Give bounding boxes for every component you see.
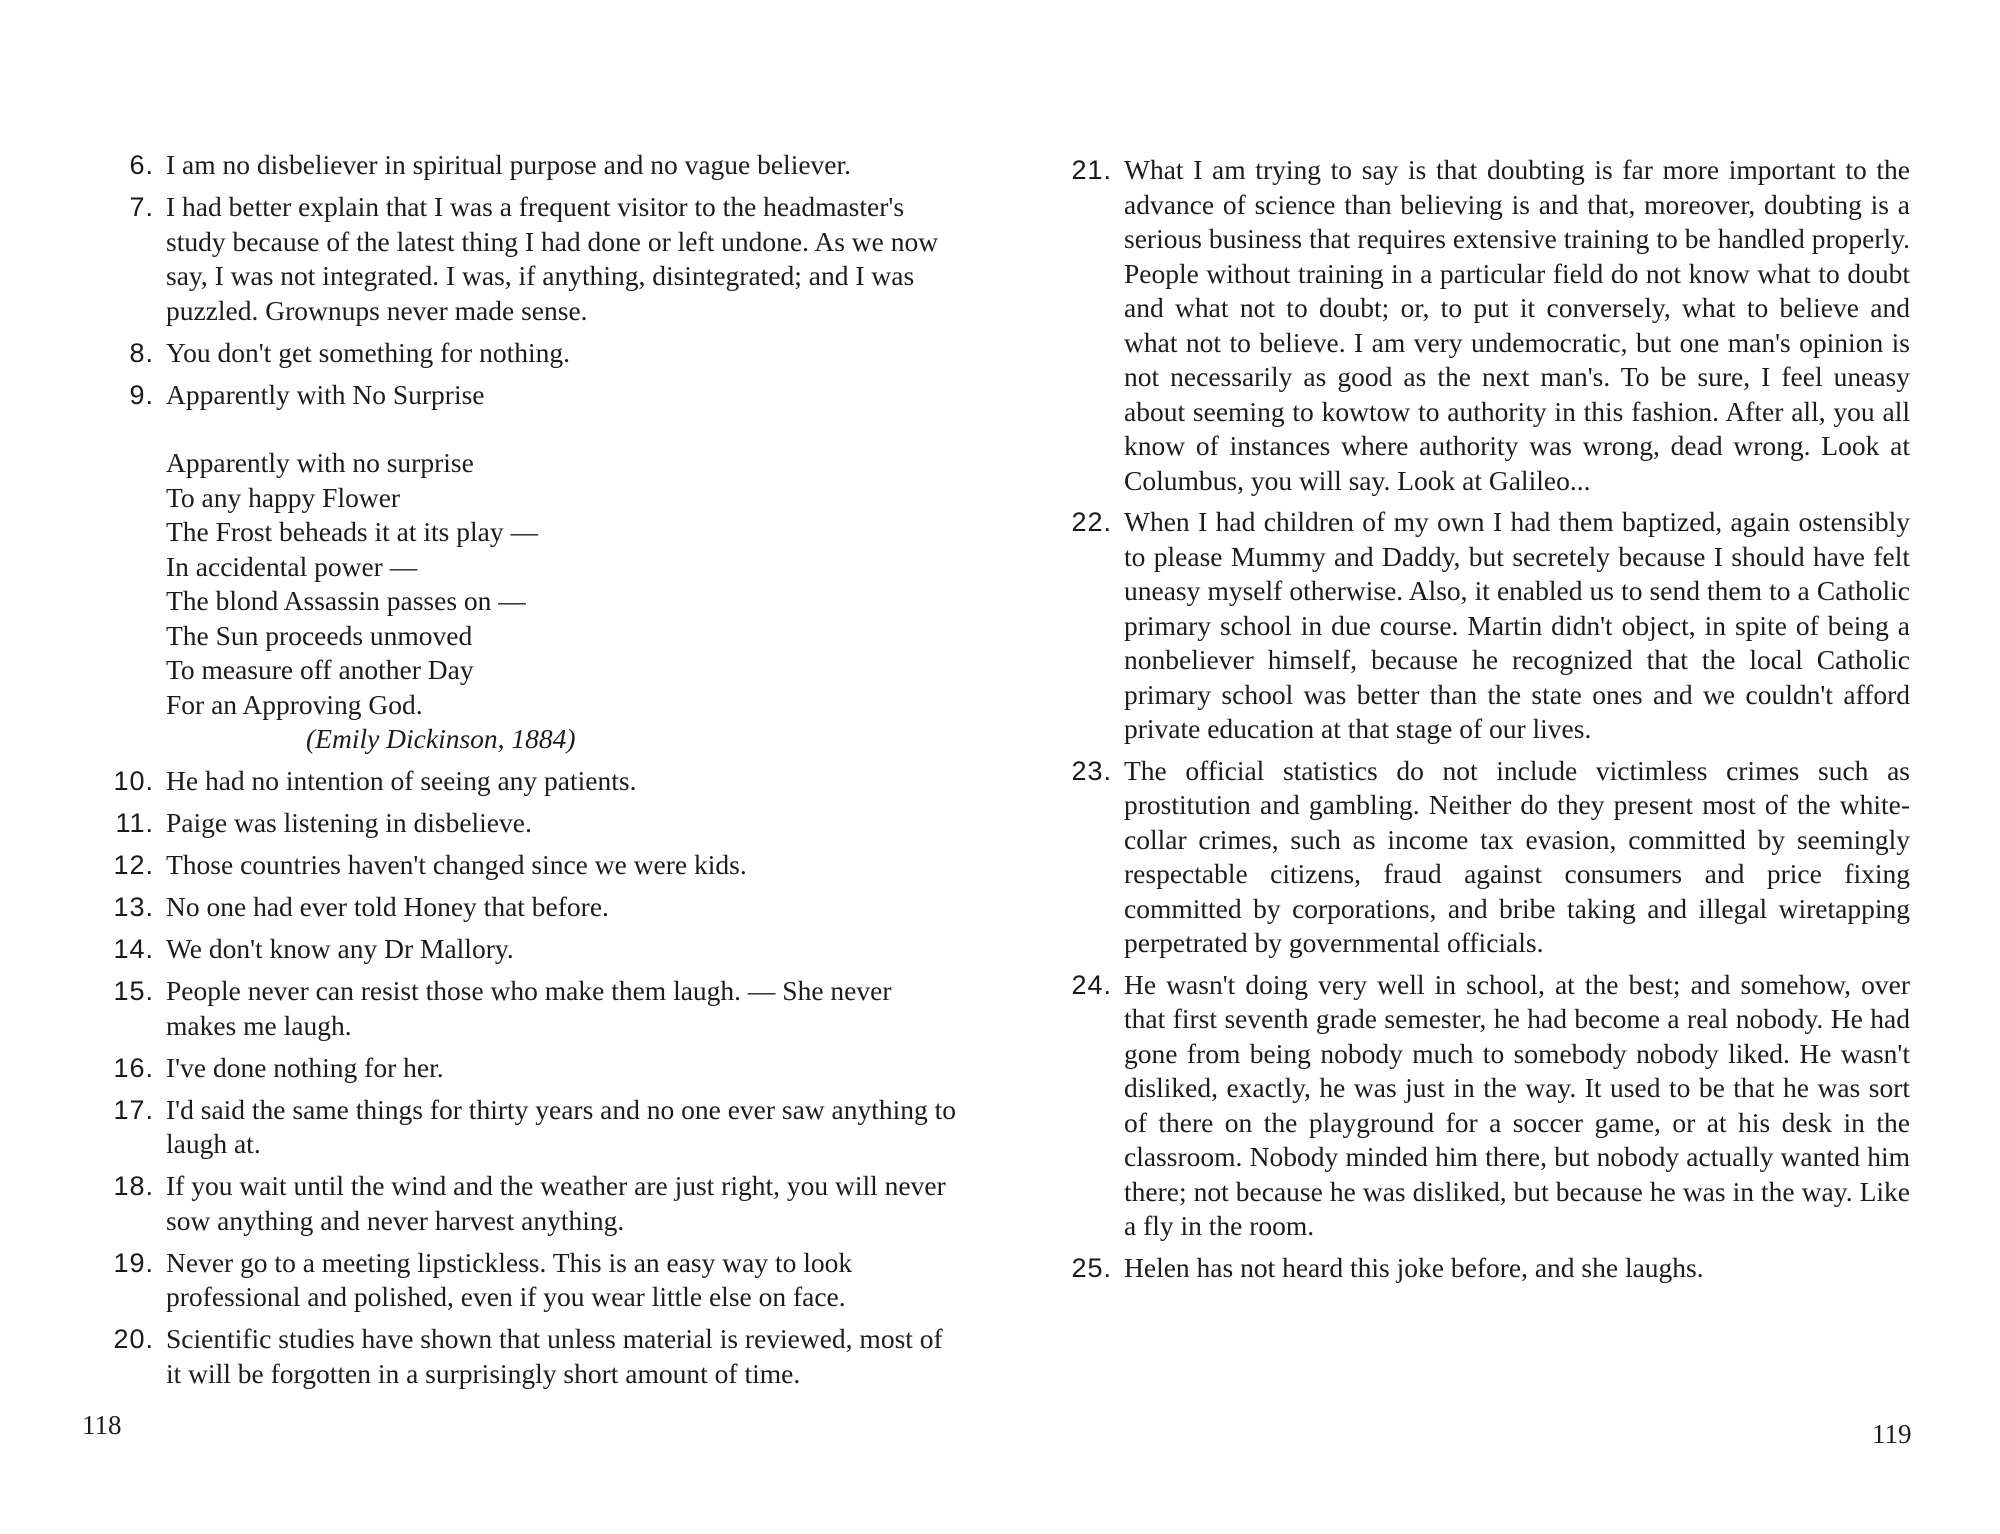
list-item [110, 190, 960, 328]
item-text: When I had children of my own I had them baptized, again ostensibly to please Mummy and Daddy, but secretely because I should have felt uneasy myself otherwise. Also, it enabled us to send them to a Catholic primary school in due course. Martin didn't object, in spite of being a nonbeliever himself, because he recognized that the local Catholic primary school was better than the state ones and we couldn't afford private education at that stage of our lives. [1124, 506, 1910, 744]
item-text: I had better explain that I was a frequent visitor to the headmaster's study because of the latest thing I had done or left undone. As we now say, I was not integrated. I was, if anything, disintegrated; and I was puzzled. Grownups never made sense. [166, 191, 939, 326]
page-number-right: 119 [1872, 1419, 1912, 1449]
left-page [110, 148, 960, 1399]
item-text: We don't know any Dr Mallory. [166, 933, 514, 964]
item-text: You don't get something for nothing. [166, 336, 570, 368]
item-number: 17. [113, 1094, 154, 1125]
item-number: 23. [1071, 755, 1112, 786]
item-number: 16. [113, 1052, 154, 1083]
item-number: 18. [113, 1171, 154, 1201]
list-item [1068, 754, 1910, 961]
list-item [110, 1169, 960, 1238]
poem-line: The Sun proceeds unmoved [166, 619, 473, 651]
item-text: He wasn't doing very well in school, at the best; and somehow, over that first seventh grade semester, he had become a real nobody. He had gone from being nobody much to somebody nobody liked. He wasn't disliked, exactly, he was just in the way. It used to be that he was sort of there on the playground for a soccer game, or at his desk in the classroom. Nobody minded him there, but nobody actually wanted him there; not because he was disliked, but because he was in the way. Like a fly in the room. [1124, 968, 1910, 1241]
poem-line: To any happy Flower [166, 481, 401, 513]
list-item [110, 932, 960, 967]
list-item [110, 764, 960, 799]
list-item [110, 806, 960, 841]
item-number: 9. [129, 379, 154, 410]
item-number: 12. [113, 850, 154, 880]
poem-line: For an Approving God. [166, 688, 423, 720]
poem-title: Apparently with No Surprise [166, 378, 485, 410]
item-text: I'd said the same things for thirty years and no one ever saw anything to laugh at. [166, 1093, 957, 1159]
list-item [110, 1322, 960, 1391]
poem-line: The blond Assassin passes on — [166, 585, 526, 616]
list-item [110, 1051, 960, 1086]
list-item [1068, 1251, 1910, 1286]
item-number: 21. [1071, 155, 1112, 185]
item-number: 15. [113, 976, 154, 1006]
item-text: Those countries haven't changed since we were kids. [166, 849, 747, 880]
item-text: What I am trying to say is that doubting is far more important to the advance of science than believing is and that, moreover, doubting is a serious business that requires extensive training to be handled properly. People without training in a particular field do not know what to doubt and what not to doubt; or, to put it conversely, what to believe and what not to believe. I am very undemocratic, but one man's opinion is not necessarily as good as the next man's. To be sure, I feel uneasy about seeming to kowtow to authority in this fashion. After all, you all know of instances where authority was wrong, dead wrong. Look at Columbus, you will say. Look at Galileo... [1124, 154, 1910, 496]
item-text: Helen has not heard this joke before, and she laughs. [1124, 1251, 1704, 1283]
item-text: People never can resist those who make them laugh. — She never makes me laugh. [166, 975, 892, 1041]
list-item [110, 336, 960, 371]
list-item [1068, 505, 1910, 747]
poem-line: In accidental power — [166, 550, 418, 582]
list-item [110, 890, 960, 925]
item-number: 20. [113, 1324, 154, 1354]
poem-attribution: (Emily Dickinson, 1884) [306, 723, 576, 754]
item-number: 8. [129, 337, 154, 368]
list-item-poem [110, 378, 960, 757]
item-text: He had no intention of seeing any patients. [166, 765, 637, 796]
item-number: 6. [129, 150, 154, 180]
item-number: 19. [113, 1247, 154, 1278]
item-number: 14. [113, 934, 154, 964]
page-number-left: 118 [82, 1410, 122, 1440]
item-text: The official statistics do not include victimless crimes such as prostitution and gambling. Neither do they present most of the white-collar crimes, such as income tax evasion, committed by seemingly respectable citizens, fraud against consumers and price fixing committed by corporations, and bribe taking and illegal wiretapping perpetrated by governmental officials. [1124, 754, 1910, 958]
item-text: No one had ever told Honey that before. [166, 891, 609, 922]
item-number: 7. [129, 192, 154, 222]
list-item [110, 974, 960, 1043]
list-item [1068, 968, 1910, 1244]
list-item [110, 848, 960, 883]
poem-line: The Frost beheads it at its play — [166, 516, 538, 547]
item-text: Never go to a meeting lipstickless. This is an easy way to look professional and polished, even if you wear little else on face. [166, 1246, 853, 1312]
poem-line: Apparently with no surprise [166, 447, 474, 478]
item-text: I am no disbeliever in spiritual purpose and no vague believer. [166, 149, 852, 180]
item-number: 24. [1071, 969, 1112, 1000]
left-exercise-list [110, 148, 960, 1391]
item-number: 22. [1071, 507, 1112, 537]
item-number: 25. [1071, 1252, 1112, 1283]
list-item [110, 148, 960, 183]
list-item [1068, 153, 1910, 498]
item-text: If you wait until the wind and the weather are just right, you will never sow anything and never harvest anything. [166, 1170, 946, 1236]
item-number: 10. [113, 766, 154, 796]
item-text: Paige was listening in disbelieve. [166, 807, 532, 838]
poem-line: To measure off another Day [166, 654, 474, 685]
right-page [1068, 153, 1910, 1292]
item-text: Scientific studies have shown that unless material is reviewed, most of it will be forgotten in a surprisingly short amount of time. [166, 1323, 943, 1389]
item-text: I've done nothing for her. [166, 1051, 444, 1083]
poem [166, 446, 960, 757]
list-item [110, 1093, 960, 1162]
right-exercise-list [1068, 153, 1910, 1285]
item-number: 13. [113, 892, 154, 922]
item-number: 11. [115, 808, 154, 838]
list-item [110, 1246, 960, 1315]
